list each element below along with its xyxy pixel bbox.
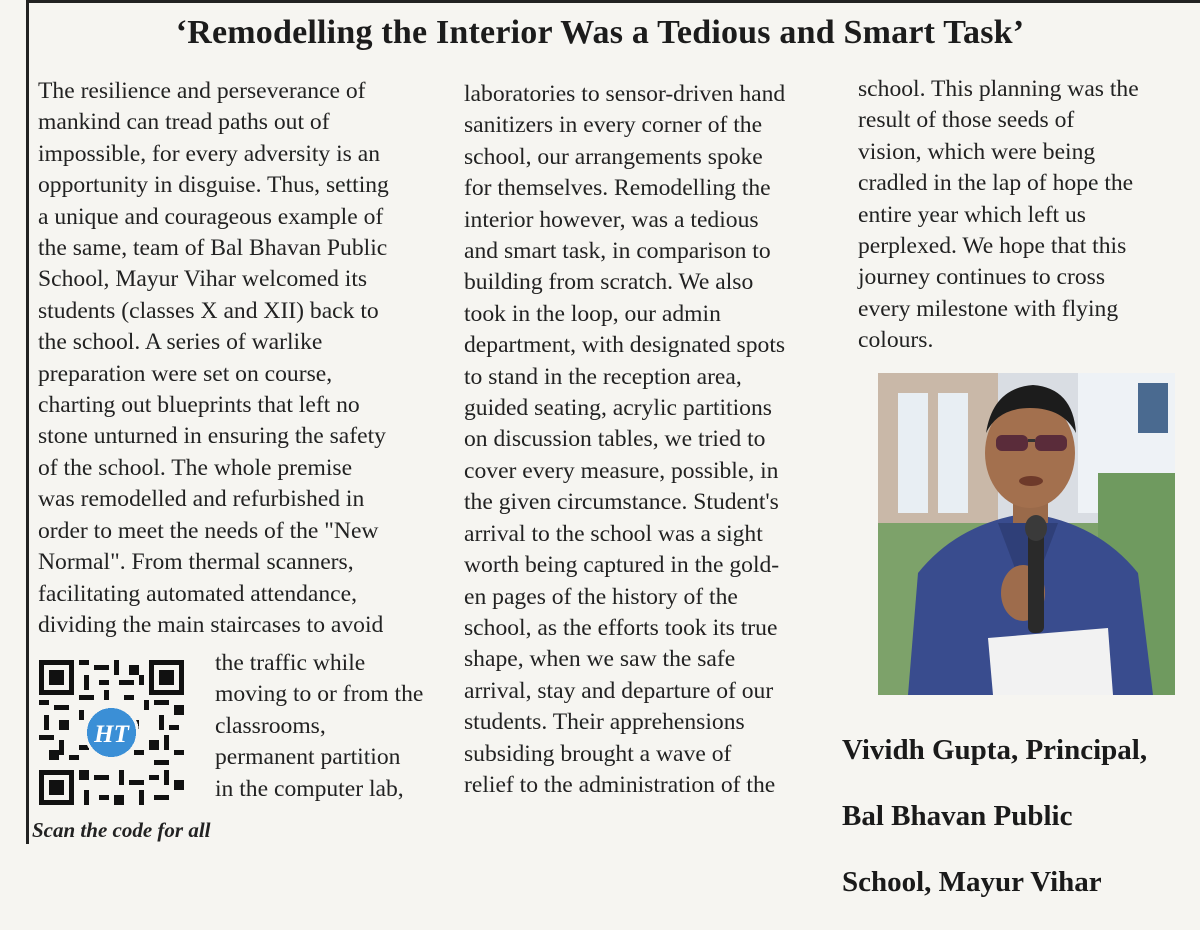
text-line: of the school. The whole premise: [38, 454, 353, 481]
text-line: cradled in the lap of hope the: [858, 170, 1134, 197]
text-line: School, Mayur Vihar welcomed its: [38, 266, 368, 293]
text-line: charting out blueprints that left no: [38, 392, 360, 419]
column-1-continued: [215, 648, 455, 805]
text-line: subsiding brought a wave of: [464, 740, 732, 767]
text-line: the given circumstance. Student's: [464, 489, 779, 516]
text-line: sanitizers in every corner of the: [464, 112, 763, 139]
text-line: for themselves. Remodelling the: [464, 175, 771, 202]
text-line: arrival, stay and departure of our: [464, 677, 774, 704]
principal-photo: [878, 373, 1175, 695]
text-line: opportunity in disguise. Thus, setting: [38, 172, 389, 199]
text-line: shape, when we saw the safe: [464, 646, 736, 673]
text-line: order to meet the needs of the "New: [38, 517, 379, 544]
column-1: [38, 76, 443, 641]
text-line: interior however, was a tedious: [464, 206, 759, 233]
text-line: colours.: [858, 327, 934, 354]
text-line: laboratories to sensor-driven hand: [464, 81, 786, 107]
text-line: took in the loop, our admin: [464, 300, 721, 327]
text-line: students (classes X and XII) back to: [38, 297, 379, 324]
text-line: entire year which left us: [858, 201, 1086, 228]
text-line: en pages of the history of the: [464, 583, 738, 610]
text-line: Normal". From thermal scanners,: [38, 549, 354, 576]
text-line: worth being captured in the gold-: [464, 552, 780, 579]
text-line: preparation were set on course,: [38, 360, 333, 387]
column-3: [858, 74, 1188, 357]
text-line: school, our arrangements spoke: [464, 143, 763, 170]
text-line: perplexed. We hope that this: [858, 233, 1127, 260]
text-line: relief to the administration of the: [464, 771, 776, 798]
text-line: was remodelled and refurbished in: [38, 486, 365, 513]
text-line: building from scratch. We also: [464, 269, 754, 296]
text-line: guided seating, acrylic partitions: [464, 395, 772, 422]
text-line: school, as the efforts took its true: [464, 614, 778, 641]
text-line: arrival to the school was a sight: [464, 520, 763, 547]
text-line: the same, team of Bal Bhavan Public: [38, 235, 388, 262]
text-line: and smart task, in comparison to: [464, 238, 771, 265]
text-line: result of those seeds of: [858, 107, 1075, 134]
text-line: the school. A series of warlike: [38, 329, 323, 356]
text-line: impossible, for every adversity is an: [38, 140, 381, 167]
text-line: Vividh Gupta, Principal,: [842, 734, 1148, 766]
text-line: school. This planning was the: [858, 76, 1139, 102]
text-line: School, Mayur Vihar: [842, 866, 1102, 898]
text-line: moving to or from the: [215, 681, 424, 708]
text-line: on discussion tables, we tried to: [464, 426, 766, 453]
text-line: classrooms,: [215, 712, 326, 739]
column-2: [464, 79, 834, 801]
text-line: mankind can tread paths out of: [38, 109, 330, 136]
text-line: dividing the main staircases to avoid: [38, 611, 384, 638]
text-line: The resilience and perseverance of: [38, 78, 366, 104]
text-line: a unique and courageous example of: [38, 203, 384, 230]
text-line: in the computer lab,: [215, 775, 404, 802]
text-line: stone unturned in ensuring the safety: [38, 423, 386, 450]
text-line: to stand in the reception area,: [464, 363, 742, 390]
text-line: permanent partition: [215, 744, 401, 771]
text-line: journey continues to cross: [858, 264, 1106, 291]
text-line: facilitating automated attendance,: [38, 580, 358, 607]
article-title: ‘Remodelling the Interior Was a Tedious and Smart Task’: [175, 14, 1025, 51]
text-line: department, with designated spots: [464, 332, 786, 359]
text-line: vision, which were being: [858, 138, 1096, 165]
photo-caption: [842, 703, 1192, 930]
ht-logo-text: HT: [94, 721, 129, 748]
text-line: every milestone with flying: [858, 295, 1119, 322]
text-line: students. Their apprehensions: [464, 709, 745, 736]
scan-caption: Scan the code for all: [32, 818, 211, 842]
qr-code[interactable]: [39, 660, 184, 805]
text-line: cover every measure, possible, in: [464, 457, 779, 484]
text-line: Bal Bhavan Public: [842, 800, 1073, 832]
text-line: the traffic while: [215, 650, 366, 676]
